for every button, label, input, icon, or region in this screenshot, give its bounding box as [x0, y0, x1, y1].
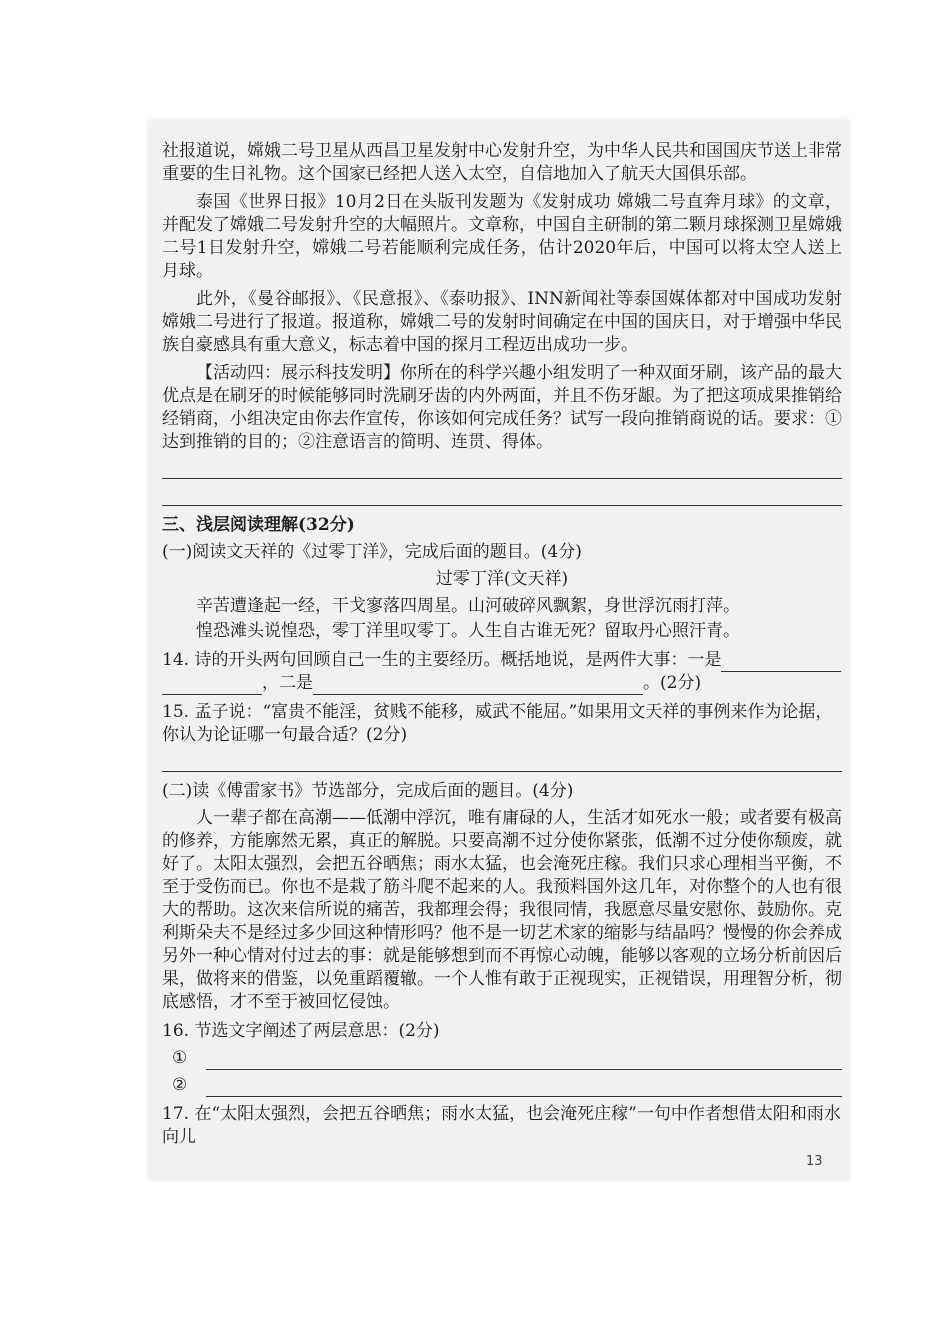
part-two-title: (二)读《傅雷家书》节选部分，完成后面的题目。(4分): [162, 781, 574, 801]
question-14-score: 。(2分): [643, 673, 702, 693]
question-14-text: 14. 诗的开头两句回顾自己一生的主要经历。概括地说，是两件大事：一是: [162, 650, 722, 670]
answer-line[interactable]: [206, 1051, 842, 1070]
answer-row-2: [162, 1074, 842, 1097]
paragraph-thai-media: 此外，《曼谷邮报》、《民意报》、《泰叻报》、INN新闻社等泰国媒体都对中国成功发射嫦娥二号进行了报道。报道称，嫦娥二号的发射时间确定在中国的国庆日，对于增强中华民族自豪感具有重大意义，标志着中国的探月工程迈出成功一步。: [162, 289, 842, 355]
activity-four-prompt: 【活动四：展示科技发明】你所在的科学兴趣小组发明了一种双面牙刷，该产品的最大优点是在刷牙的时候能够同时洗刷牙齿的内外两面，并且不伤牙龈。为了把这项成果推销给经销商，小组决定由你去作宣传，你该如何完成任务？试写一段向推销商说的话。要求：①达到推销的目的；②注意语言的简明、连贯、得体。: [162, 363, 842, 452]
paragraph-thai-world-daily: 泰国《世界日报》10月2日在头版刊发题为《发射成功 嫦娥二号直奔月球》的文章，并配发了嫦娥二号发射升空的大幅照片。文章称，中国自主研制的第二颗月球探测卫星嫦娥二号1日发射升空，嫦娥二号若能顺利完成任务，估计2020年后，中国可以将太空人送上月球。: [162, 192, 842, 281]
poem-line: 惶恐滩头说惶恐，零丁洋里叹零丁。人生自古谁无死？留取丹心照汗青。: [196, 621, 740, 641]
answer-row-1: [162, 1047, 842, 1070]
fu-lei-letter-excerpt: 人一辈子都在高潮——低潮中浮沉，唯有庸碌的人，生活才如死水一般；或者要有极高的修养，方能廓然无累，真正的解脱。只要高潮不过分使你紧张，低潮不过分使你颓废，就好了。太阳太强烈，会把五谷晒焦；雨水太猛，也会淹死庄稼。我们只求心理相当平衡，不至于受伤而已。你也不是栽了筋斗爬不起来的人。我预料国外这几年，对你整个的人也有很大的帮助。这次来信所说的痛苦，我都理会得；我很同情，我愿意尽量安慰你、鼓励你。克利斯朵夫不是经过多少回这种情形吗？他不是一切艺术家的缩影与结晶吗？慢慢的你会养成另外一种心情对付过去的事：就是能够想到而不再惊心动魄，能够以客观的立场分析前因后果，做将来的借鉴，以免重蹈覆辙。一个人惟有敢于正视现实，正视错误，用理智分析，彻底感悟，才不至于被回忆侵蚀。: [162, 808, 842, 1012]
answer-line[interactable]: [162, 460, 842, 479]
page-number: 13: [806, 1154, 823, 1169]
answer-line[interactable]: [206, 1078, 842, 1097]
poem-line: 辛苦遭逢起一经，干戈寥落四周星。山河破碎风飘絮，身世浮沉雨打萍。: [196, 596, 740, 616]
poem-title: 过零丁洋(文天祥): [435, 569, 569, 589]
question-16: 16. 节选文字阐述了两层意思：(2分): [162, 1021, 440, 1041]
question-15: 15. 孟子说：“富贵不能淫，贫贱不能移，威武不能屈。”如果用文天祥的事例来作为论据，你认为论证哪一句最合适？(2分): [162, 702, 833, 745]
page-content: [162, 140, 842, 1153]
question-17: 17. 在“太阳太强烈，会把五谷晒焦；雨水太猛，也会淹死庄稼”一句中作者想借太阳和雨水向儿: [162, 1104, 841, 1147]
answer-number: ②: [172, 1075, 188, 1095]
section-three-title: 三、浅层阅读理解(32分): [162, 515, 355, 535]
paragraph-news-report: 社报道说，嫦娥二号卫星从西昌卫星发射中心发射升空，为中华人民共和国国庆节送上非常重要的生日礼物。这个国家已经把人送入太空，自信地加入了航天大国俱乐部。: [162, 141, 842, 184]
question-14-second: ，二是: [262, 673, 313, 693]
answer-number: ①: [172, 1048, 188, 1068]
answer-line[interactable]: [162, 753, 842, 772]
part-one-title: (一)阅读文天祥的《过零丁洋》，完成后面的题目。(4分): [162, 542, 582, 562]
answer-blank[interactable]: [721, 653, 841, 672]
answer-blank[interactable]: [162, 676, 262, 695]
answer-line[interactable]: [162, 487, 842, 506]
question-14: [162, 649, 842, 695]
answer-blank[interactable]: [313, 676, 643, 695]
